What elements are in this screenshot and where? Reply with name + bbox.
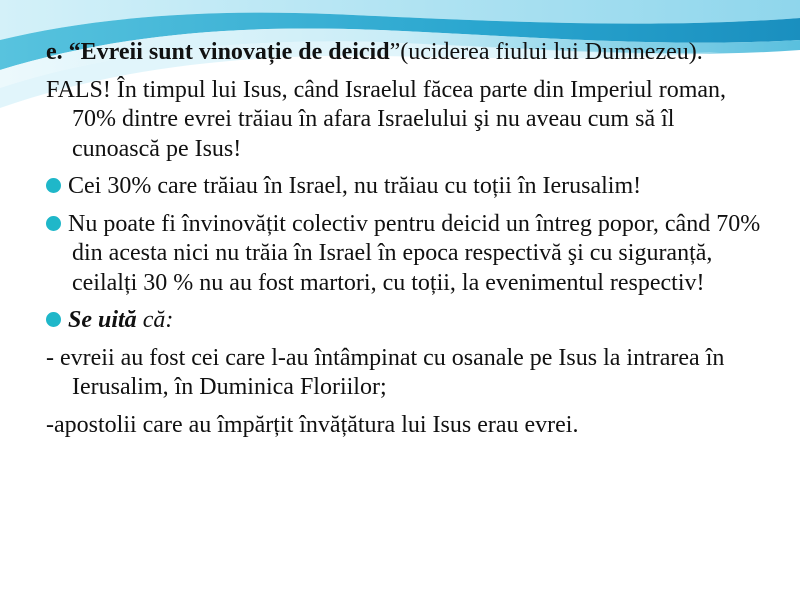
heading-rest-text: ”(uciderea fiului lui Dumnezeu). — [389, 39, 703, 65]
bullet-paragraph-1 — [46, 172, 766, 202]
dash-paragraph-1: - evreii au fost cei care l-au întâmpinat cu osanale pe Isus la intrarea în Ierusalim, în Duminica Floriilor; — [46, 344, 725, 400]
dash-paragraph-2: -apostolii care au împărțit învățătura lui Isus erau evrei. — [46, 411, 579, 438]
slide-body — [46, 38, 766, 448]
heading-paragraph — [46, 38, 766, 68]
heading-bold-text: e. “Evreii sunt vinovație de deicid — [46, 39, 390, 65]
bullet-dot-icon — [46, 216, 61, 231]
bullet-dot-icon — [46, 312, 61, 327]
bullet-paragraph-3 — [46, 306, 766, 336]
bullet-dot-icon — [46, 178, 61, 193]
bullet-3-bold-italic: Se uită — [68, 307, 137, 333]
bullet-1-text: Cei 30% care trăiau în Israel, nu trăiau cu toții în Ierusalim! — [68, 173, 642, 199]
bullet-paragraph-2 — [46, 210, 766, 299]
bullet-3-italic: că: — [136, 307, 174, 333]
fals-paragraph: FALS! În timpul lui Isus, când Israelul făcea parte din Imperiul roman, 70% dintre evrei trăiau în afara Israelului şi nu aveau cum să îl cunoască pe Isus! — [46, 76, 727, 162]
bullet-2-text: Nu poate fi învinovățit colectiv pentru deicid un întreg popor, când 70% din acesta nici nu trăia în Israel în epoca respectivă şi cu siguranță, ceilalți 30 % nu au fost martori, cu toții, la evenimentul respectiv! — [68, 210, 761, 296]
